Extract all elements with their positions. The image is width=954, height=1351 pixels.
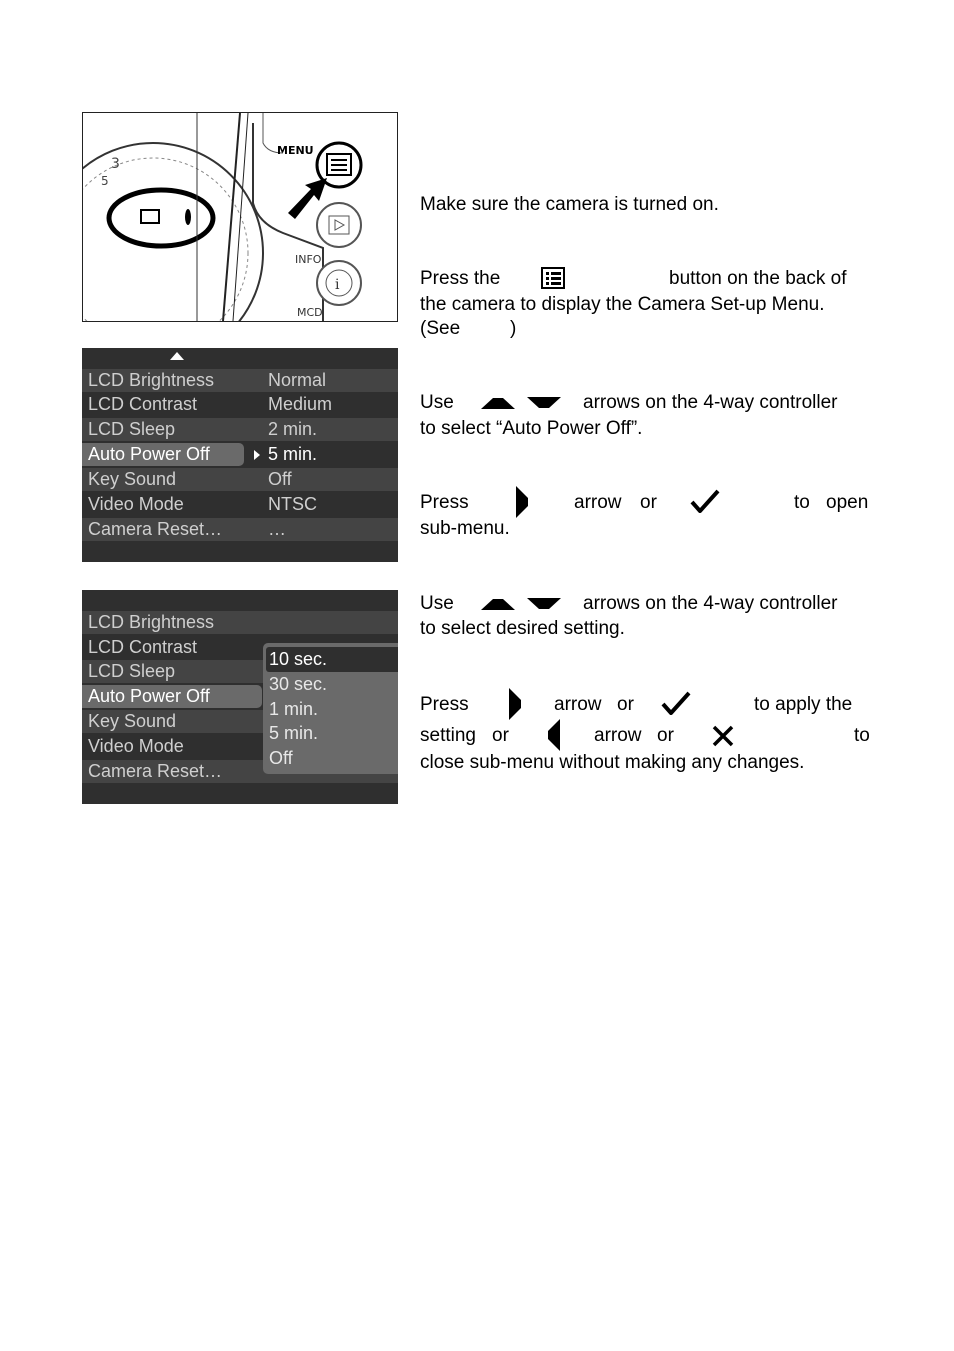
step-6-arrow-2: arrow	[594, 725, 642, 746]
step-5-use: Use	[420, 593, 454, 614]
camera-setup-submenu-screen	[82, 590, 398, 804]
check-icon	[690, 489, 720, 518]
menu-row-label: Key Sound	[88, 711, 177, 731]
menu-row-label: Video Mode	[88, 494, 184, 514]
step-2-see: (See	[420, 318, 461, 339]
submenu-option[interactable]: 5 min.	[269, 723, 319, 743]
submenu-arrow-icon	[254, 450, 260, 460]
step-4-or: or	[640, 492, 657, 513]
svg-text:3: 3	[111, 156, 120, 172]
step-3-use: Use	[420, 392, 454, 413]
step-6-or-2: or	[492, 725, 509, 746]
menu-row-label: LCD Contrast	[88, 394, 198, 414]
step-2-press: Press the	[420, 268, 501, 289]
menu-row-label: Key Sound	[88, 469, 177, 489]
step-5-arrows-text: arrows on the 4-way controller	[583, 593, 838, 614]
step-4-arrow: arrow	[574, 492, 622, 513]
menu-row-label: LCD Sleep	[88, 419, 176, 439]
step-4-open: open	[826, 492, 869, 513]
menu-row-label: Camera Reset…	[88, 519, 223, 539]
menu-label: MENU	[277, 144, 314, 157]
step-4-submenu: sub-menu.	[420, 518, 510, 539]
right-arrow-icon	[508, 688, 522, 725]
submenu-option[interactable]: Off	[269, 748, 293, 768]
menu-row-value: 5 min.	[268, 444, 318, 464]
step-6-arrow: arrow	[554, 694, 602, 715]
mcd-label: MCD	[297, 306, 323, 319]
menu-row-label: LCD Contrast	[88, 637, 198, 657]
menu-row[interactable]	[82, 468, 398, 491]
menu-row[interactable]	[82, 369, 398, 392]
menu-button-icon	[541, 267, 565, 294]
menu-row-label: LCD Brightness	[88, 612, 215, 632]
menu-row[interactable]	[82, 518, 398, 541]
submenu-option[interactable]: 10 sec.	[269, 649, 328, 669]
menu-row[interactable]	[82, 418, 398, 441]
menu-row-value: Medium	[268, 394, 333, 414]
step-6-apply: to apply the	[754, 694, 853, 715]
submenu-popup	[263, 643, 398, 774]
right-arrow-icon	[515, 486, 529, 523]
check-icon	[661, 691, 691, 720]
down-arrow-icon	[527, 396, 561, 415]
menu-row-value: …	[268, 519, 286, 539]
up-arrow-icon	[481, 597, 515, 616]
step-6-press: Press	[420, 694, 469, 715]
menu-row-label: Auto Power Off	[88, 444, 210, 464]
menu-row-value: Normal	[268, 370, 327, 390]
step-6-or-3: or	[657, 725, 674, 746]
menu-row-label: Auto Power Off	[88, 686, 210, 706]
step-1-text: Make sure the camera is turned on.	[420, 194, 719, 215]
menu-row-value: NTSC	[268, 494, 317, 514]
step-2-button-text: button on the back of	[669, 268, 847, 289]
camera-back-drawing	[83, 113, 397, 321]
cancel-x-icon	[711, 724, 735, 753]
camera-illustration	[82, 112, 398, 322]
menu-row[interactable]	[82, 393, 398, 416]
svg-text:i: i	[335, 277, 340, 293]
menu-row-selected[interactable]	[82, 443, 398, 466]
svg-text:5: 5	[101, 174, 109, 188]
submenu-option[interactable]: 30 sec.	[269, 674, 328, 694]
scroll-up-icon	[170, 352, 184, 360]
menu-row-value: 2 min.	[268, 419, 318, 439]
step-4-press: Press	[420, 492, 469, 513]
camera-setup-menu	[82, 348, 398, 562]
step-2-line-2: the camera to display the Camera Set-up Menu.	[420, 294, 825, 315]
menu-row[interactable]	[82, 611, 398, 634]
up-arrow-icon	[481, 396, 515, 415]
step-6-or: or	[617, 694, 634, 715]
info-label: INFO	[295, 253, 322, 266]
menu-row-label: Video Mode	[88, 736, 184, 756]
step-4-to: to	[794, 492, 810, 513]
step-6-to: to	[854, 725, 870, 746]
menu-row-label: LCD Brightness	[88, 370, 215, 390]
submenu-option[interactable]: 1 min.	[269, 699, 319, 719]
menu-row-value: Off	[268, 469, 292, 489]
step-6-setting: setting	[420, 725, 476, 746]
step-2-paren: )	[510, 318, 517, 339]
menu-row-label: LCD Sleep	[88, 661, 176, 681]
step-5-line-2: to select desired setting.	[420, 618, 625, 639]
down-arrow-icon	[527, 597, 561, 616]
menu-row[interactable]	[82, 493, 398, 516]
step-6-close: close sub-menu without making any changes.	[420, 752, 805, 773]
menu-row-label: Camera Reset…	[88, 761, 223, 781]
step-3-line-2: to select “Auto Power Off”.	[420, 418, 643, 439]
step-3-arrows-text: arrows on the 4-way controller	[583, 392, 838, 413]
